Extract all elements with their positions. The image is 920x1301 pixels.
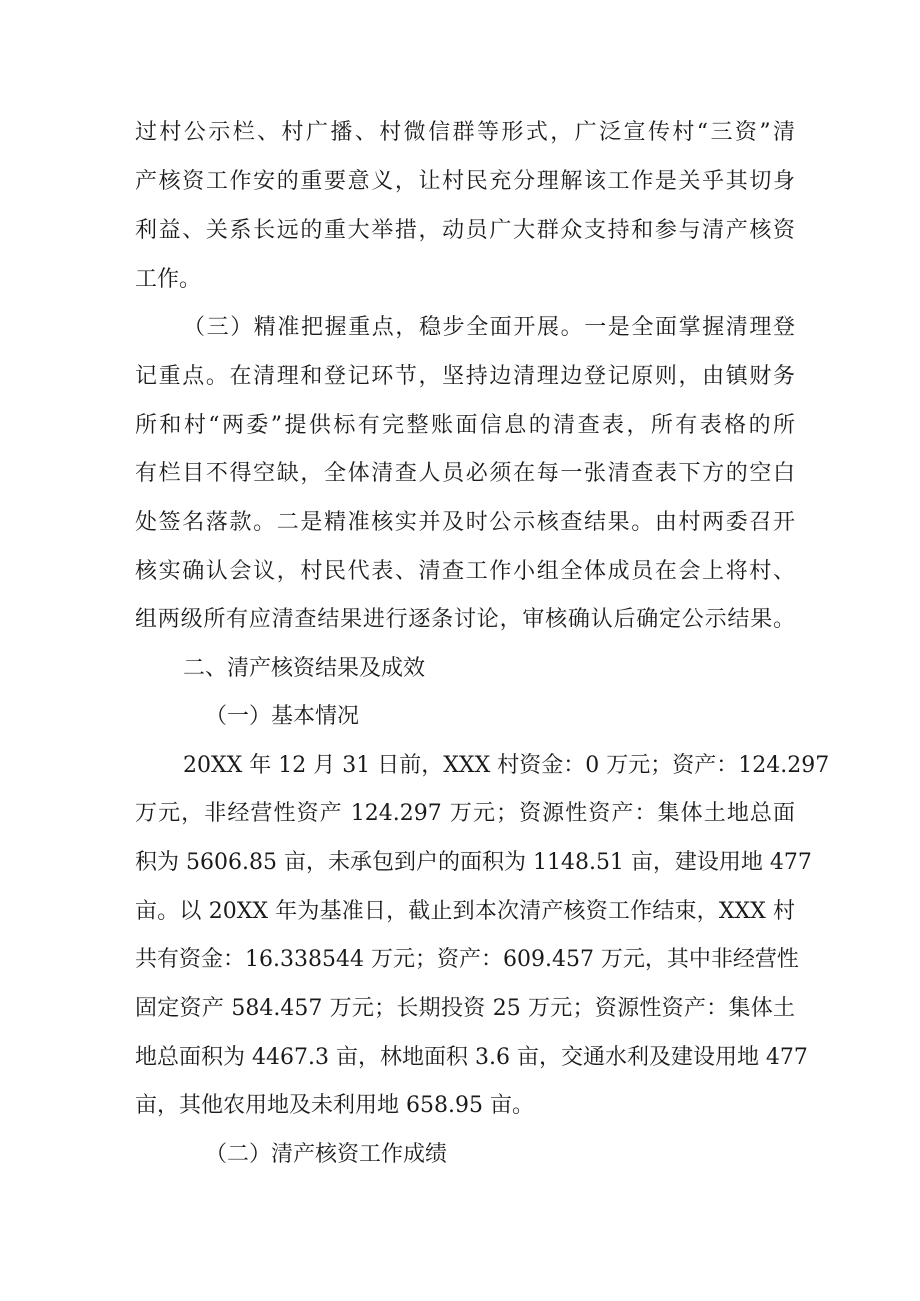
paragraph-line: 记重点。在清理和登记环节，坚持边清理边登记原则，由镇财务 [135, 364, 795, 389]
paragraph-line: 地总面积为 4467.3 亩，林地面积 3.6 亩，交通水利及建设用地 477 [135, 1045, 808, 1070]
paragraph-line: 万元，非经营性资产 124.297 万元；资源性资产：集体土地总面 [135, 801, 795, 826]
paragraph-line: 产核资工作安的重要意义，让村民充分理解该工作是关乎其切身 [135, 169, 795, 194]
paragraph-line: （三）精准把握重点，稳步全面开展。一是全面掌握清理登 [183, 315, 795, 340]
paragraph-line: 亩。以 20XX 年为基准日，截止到本次清产核资工作结束，XXX 村 [135, 899, 795, 924]
paragraph-line: 处签名落款。二是精准核实并及时公示核查结果。由村两委召开 [135, 510, 795, 535]
paragraph-line: 共有资金：16.338544 万元；资产：609.457 万元，其中非经营性 [135, 947, 799, 972]
paragraph-line: 20XX 年 12 月 31 日前，XXX 村资金：0 万元；资产：124.297 [183, 753, 830, 778]
subsection-heading: （二）清产核资工作成绩 [205, 1142, 448, 1167]
paragraph-line: 积为 5606.85 亩，未承包到户的面积为 1148.51 亩，建设用地 477 [135, 850, 812, 875]
subsection-heading: （一）基本情况 [205, 704, 360, 729]
paragraph-line: 亩，其他农用地及未利用地 658.95 亩。 [135, 1093, 534, 1118]
paragraph-line: 有栏目不得空缺，全体清查人员必须在每一张清查表下方的空白 [135, 461, 795, 486]
paragraph-line: 所和村“两委”提供标有完整账面信息的清查表，所有表格的所 [135, 413, 795, 438]
paragraph-line: 固定资产 584.457 万元；长期投资 25 万元；资源性资产：集体土 [135, 996, 795, 1021]
paragraph-line: 过村公示栏、村广播、村微信群等形式，广泛宣传村“三资”清 [135, 120, 795, 145]
section-heading: 二、清产核资结果及成效 [183, 656, 426, 681]
paragraph-line: 核实确认会议，村民代表、清查工作小组全体成员在会上将村、 [135, 559, 795, 584]
paragraph-line: 工作。 [135, 267, 202, 292]
paragraph-line: 利益、关系长远的重大举措，动员广大群众支持和参与清产核资 [135, 218, 795, 243]
paragraph-line: 组两级所有应清查结果进行逐条讨论，审核确认后确定公示结果。 [135, 607, 795, 632]
